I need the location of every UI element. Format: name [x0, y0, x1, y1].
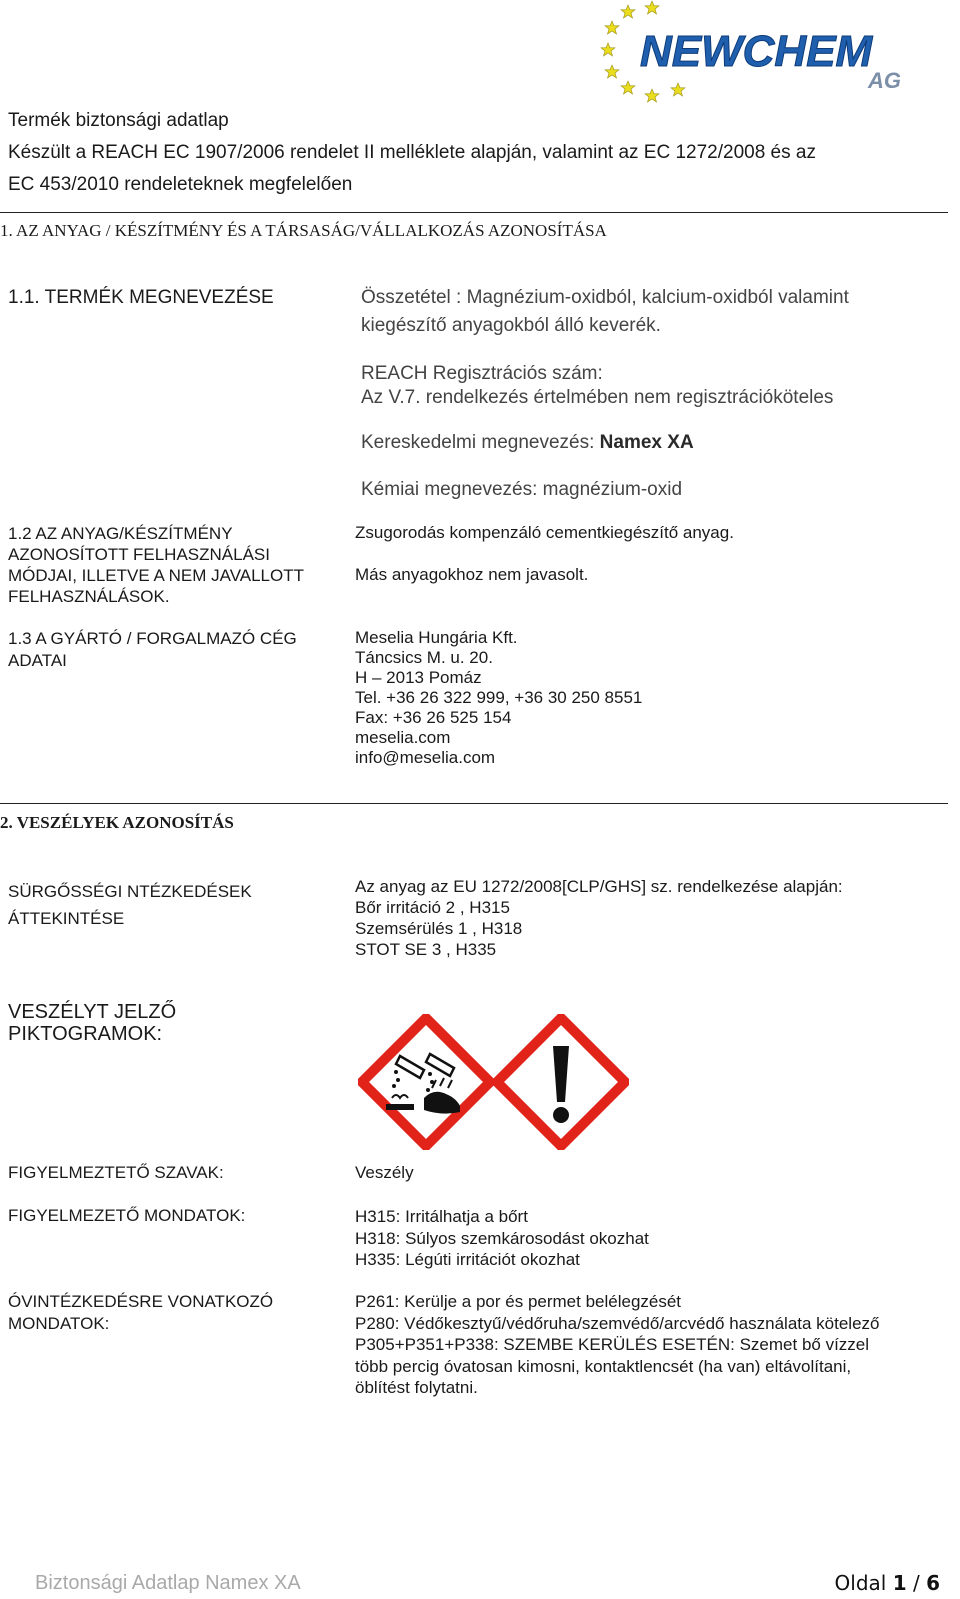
precaution-line: több percig óvatosan kimosni, kontaktlencsét (ha van) eltávolítani,: [355, 1356, 852, 1376]
pictogram-label-line: VESZÉLYT JELZŐ: [8, 1001, 177, 1023]
page-separator: /: [906, 1571, 927, 1595]
s12-label: [8, 523, 304, 607]
hazard-line: H335: Légúti irritációt okozhat: [355, 1250, 580, 1269]
logo-suffix: AG: [868, 68, 901, 93]
emergency-label-line: ÁTTEKINTÉSE: [8, 909, 125, 928]
page-total: 6: [926, 1571, 940, 1595]
divider-section-2: [0, 803, 948, 804]
address-line: info@meselia.com: [355, 748, 496, 767]
document-title: Termék biztonsági adatlap: [8, 110, 229, 131]
address-line: Fax: +36 26 525 154: [355, 708, 512, 727]
address-line: Meselia Hungária Kft.: [355, 628, 518, 647]
s11-reach-label: REACH Regisztrációs szám:: [361, 363, 603, 384]
s13-label-line: ADATAI: [8, 651, 67, 670]
s13-label-line: 1.3 A GYÁRTÓ / FORGALMAZÓ CÉG: [8, 629, 297, 648]
hazard-line: H318: Súlyos szemkárosodást okozhat: [355, 1228, 649, 1248]
address-line: H – 2013 Pomáz: [355, 668, 482, 687]
s13-address: [355, 628, 642, 768]
address-line: Tel. +36 26 322 999, +36 30 250 8551: [355, 688, 643, 707]
s11-trade-name: [361, 432, 694, 454]
s11-reach-value: Az V.7. rendelkezés értelmében nem regisztrációköteles: [361, 387, 834, 408]
classification: [355, 876, 843, 960]
precaution-line: P261: Kerülje a por és permet belélegzését: [355, 1292, 682, 1311]
s12-label-line: MÓDJAI, ILLETVE A NEM JAVALLOTT: [8, 566, 305, 585]
s11-trade-label: Kereskedelmi megnevezés:: [361, 432, 600, 453]
exclamation-pictogram-icon: [493, 1014, 629, 1150]
signal-label: FIGYELMEZTETŐ SZAVAK:: [8, 1163, 224, 1182]
precaution-label-line: ÓVINTÉZKEDÉSRE VONATKOZÓ: [8, 1292, 274, 1311]
newchem-logo: [600, 0, 920, 104]
footer-document-name: Biztonsági Adatlap Namex XA: [35, 1572, 301, 1594]
hazard-line: H315: Irritálhatja a bőrt: [355, 1207, 528, 1226]
footer-page-number: [835, 1571, 940, 1595]
s11-composition-2: kiegészítő anyagokból álló keverék.: [361, 315, 661, 336]
precaution-statements: [355, 1291, 880, 1399]
s12-label-line: FELHASZNÁLÁSOK.: [8, 587, 170, 606]
pictogram-label: [8, 1001, 176, 1045]
page-prefix: Oldal: [834, 1571, 893, 1595]
signal-value: Veszély: [355, 1163, 414, 1182]
s12-use: Zsugorodás kompenzáló cementkiegészítő anyag.: [355, 523, 734, 542]
precaution-label-line: MONDATOK:: [8, 1313, 110, 1333]
classification-line: STOT SE 3 , H335: [355, 940, 497, 959]
header-line-2: Készült a REACH EC 1907/2006 rendelet II melléklete alapján, valamint az EC 1272/2008 és az: [8, 142, 816, 163]
address-line: meselia.com: [355, 728, 451, 747]
section-1-heading: 1. AZ ANYAG / KÉSZÍTMÉNY ÉS A TÁRSASÁG/VÁLLALKOZÁS AZONOSÍTÁSA: [0, 221, 607, 240]
hazard-label: FIGYELMEZETŐ MONDATOK:: [8, 1206, 246, 1225]
classification-line: Szemsérülés 1 , H318: [355, 919, 523, 938]
s11-composition-1: Összetétel : Magnézium-oxidból, kalcium-oxidból valamint: [361, 287, 849, 308]
address-line: Táncsics M. u. 20.: [355, 648, 493, 667]
precaution-line: öblítést folytatni.: [355, 1378, 478, 1397]
precaution-label: [8, 1291, 273, 1334]
s13-label: [8, 628, 297, 672]
s12-not-recommended: Más anyagokhoz nem javasolt.: [355, 565, 589, 584]
pictogram-label-line: PIKTOGRAMOK:: [8, 1023, 163, 1045]
s11-label: 1.1. TERMÉK MEGNEVEZÉSE: [8, 287, 274, 308]
divider-top: [0, 212, 948, 213]
s11-trade-value: Namex XA: [599, 432, 694, 453]
hazard-statements: [355, 1206, 649, 1271]
s12-label-line: AZONOSÍTOTT FELHASZNÁLÁSI: [8, 545, 270, 564]
corrosion-pictogram-icon: [358, 1014, 494, 1150]
s12-label-line: 1.2 AZ ANYAG/KÉSZÍTMÉNY: [8, 524, 233, 543]
classification-line: Bőr irritáció 2 , H315: [355, 898, 510, 917]
section-2-heading: 2. VESZÉLYEK AZONOSÍTÁS: [0, 813, 234, 832]
header-line-3: EC 453/2010 rendeleteknek megfelelően: [8, 174, 353, 195]
emergency-label-line: SÜRGŐSSÉGI NTÉZKEDÉSEK: [8, 882, 252, 901]
emergency-label: [8, 878, 252, 932]
precaution-line: P280: Védőkesztyű/védőruha/szemvédő/arcvédő használata kötelező: [355, 1313, 880, 1333]
precaution-line: P305+P351+P338: SZEMBE KERÜLÉS ESETÉN: Szemet bő vízzel: [355, 1335, 870, 1354]
s11-chem-name: Kémiai megnevezés: magnézium-oxid: [361, 479, 683, 500]
logo-stars-icon: [600, 0, 920, 104]
classification-line: Az anyag az EU 1272/2008[CLP/GHS] sz. rendelkezése alapján:: [355, 877, 843, 896]
logo-brand: NEWCHEM: [640, 27, 873, 76]
page-current: 1: [892, 1571, 907, 1595]
